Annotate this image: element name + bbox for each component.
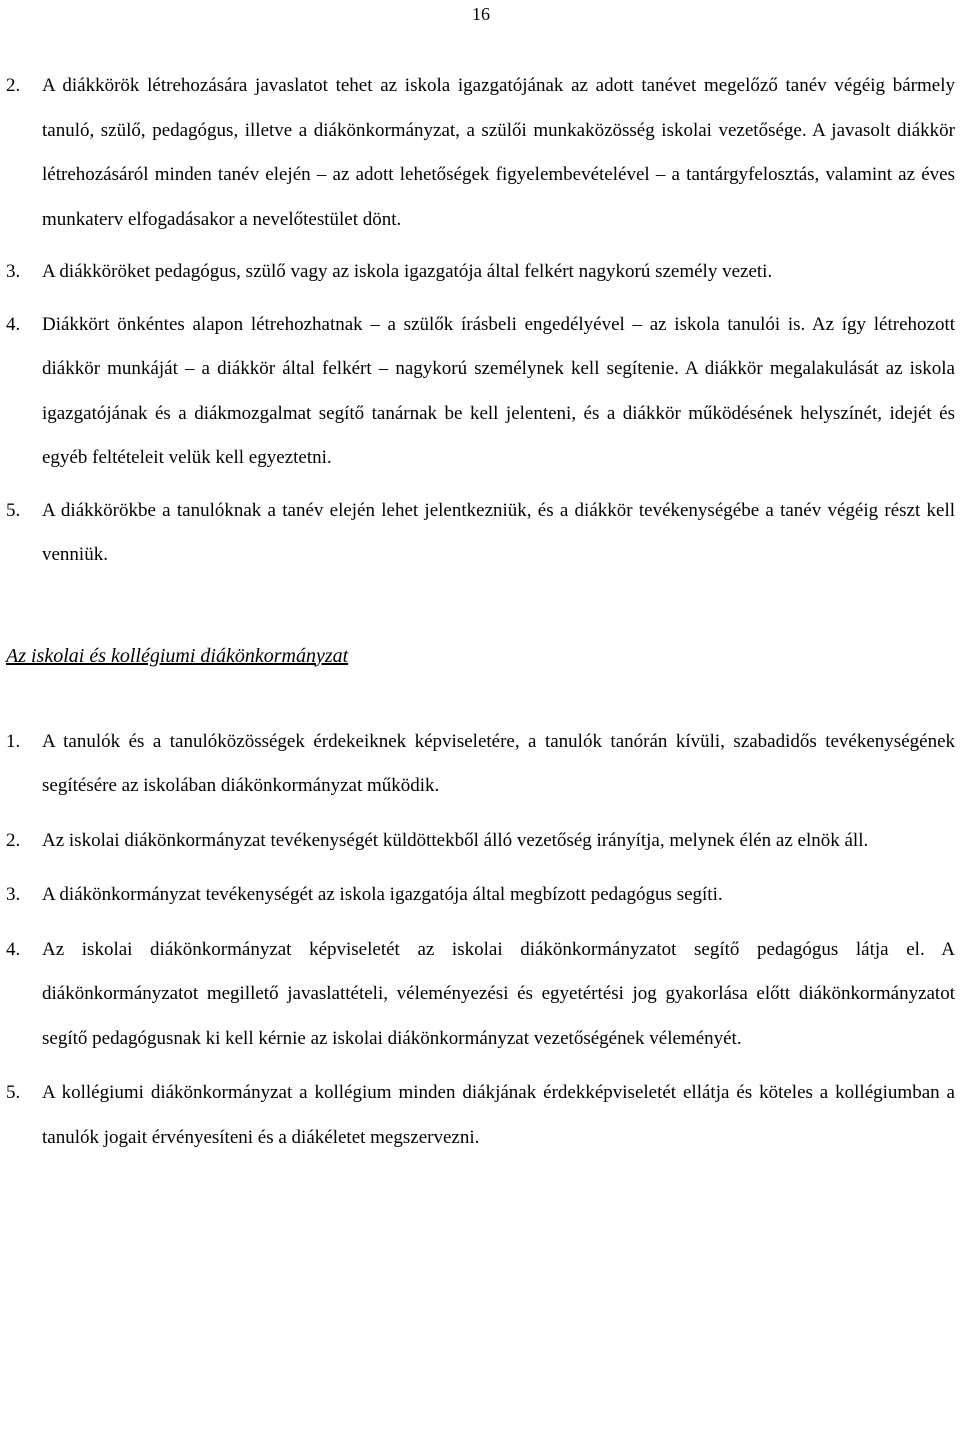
list-item-b4 [6,928,955,1062]
list-item-a4 [6,303,955,481]
list-item-b1 [6,720,955,809]
item-text: Az iskolai diákönkormányzat tevékenységét küldöttekből álló vezetőség irányítja, melynek élén az elnök áll. [42,829,869,851]
list-item-b2 [6,819,955,864]
item-number: 3. [6,261,21,282]
list-item-a5 [6,489,955,578]
item-number: 3. [6,884,21,905]
item-number: 2. [6,75,21,96]
item-number: 2. [6,829,21,851]
item-number: 5. [6,499,21,521]
item-text: A kollégiumi diákönkormányzat a kollégium minden diákjának érdekképviseletét ellátja és köteles a kollégiumban a tanulók jogait érvényesíteni és a diákéletet megszervezni. [42,1082,955,1148]
item-text: Az iskolai diákönkormányzat képviseletét az iskolai diákönkormányzatot segítő pedagógus látja el. A diákönkormányzatot megillető javaslattételi, véleményezési és egyetértési jog gyakorlása előtt diákönkormányzatot segítő pedagógusnak ki kell kérnie az iskolai diákönkormányzat vezetőségének véleményét. [42,938,955,1049]
item-text: A diákkörök létrehozására javaslatot tehet az iskola igazgatójának az adott tanévet megelőző tanév végéig bármely tanuló, szülő, pedagógus, illetve a diákönkormányzat, a szülői munkaközösség iskolai vezetősége. A javasolt diákkör létrehozásáról minden tanév elején ‒ az adott lehetőségek figyelembevételével ‒ a tantárgyfelosztás, valamint az éves munkaterv elfogadásakor a nevelőtestület dönt. [42,75,955,230]
item-number: 4. [6,938,21,960]
item-text: A diákönkormányzat tevékenységét az iskola igazgatója által megbízott pedagógus segíti. [42,884,723,905]
list-item-a3 [6,250,955,295]
item-number: 1. [6,730,21,752]
item-text: Diákkört önkéntes alapon létrehozhatnak ‒ a szülők írásbeli engedélyével ‒ az iskola tanulói is. Az így létrehozott diákkör munkáját ‒ a diákkör által felkért ‒ nagykorú személynek kell segítenie. A diákkör megalakulását az iskola igazgatójának és a diákmozgalmat segítő tanárnak be kell jelenteni, és a diákkör működésének helyszínét, idejét és egyéb feltételeit velük kell egyeztetni. [42,313,955,468]
section-heading: Az iskolai és kollégiumi diákönkormányzat [6,644,349,667]
list-item-a2 [6,64,955,242]
item-text: A diákkörökbe a tanulóknak a tanév elején lehet jelentkezniük, és a diákkör tevékenységébe a tanév végéig részt kell venniük. [42,499,955,565]
document-body [6,64,955,1160]
list-item-b5 [6,1071,955,1160]
list-item-b3 [6,873,955,918]
item-number: 5. [6,1082,21,1103]
item-text: A diákköröket pedagógus, szülő vagy az iskola igazgatója által felkért nagykorú személy vezeti. [42,261,773,282]
item-number: 4. [6,313,21,335]
page-number: 16 [472,4,490,24]
item-text: A tanulók és a tanulóközösségek érdekeiknek képviseletére, a tanulók tanórán kívüli, szabadidős tevékenységének segítésére az iskolában diákönkormányzat működik. [42,730,955,796]
